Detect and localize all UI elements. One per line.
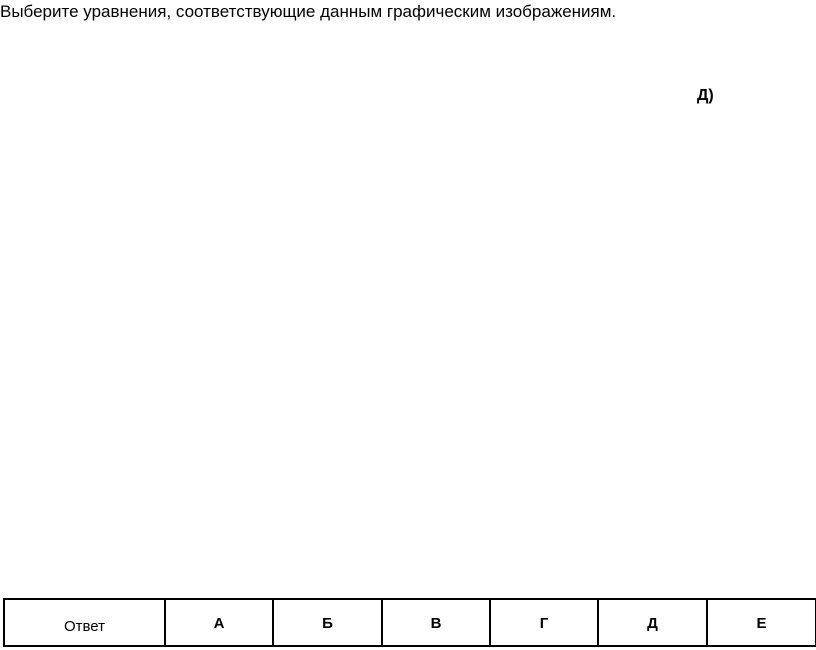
answer-table <box>3 598 816 647</box>
answer-header-cell: Ответ <box>4 599 165 646</box>
answer-cell-v[interactable]: В <box>382 599 490 646</box>
answer-cell-b[interactable]: Б <box>273 599 382 646</box>
answer-cell-d[interactable]: Д <box>598 599 707 646</box>
answer-table-row <box>4 599 816 646</box>
task-instruction: Выберите уравнения, соответствующие данным графическим изображениям. <box>0 2 617 21</box>
option-label-d: Д) <box>697 87 714 104</box>
answer-cell-g[interactable]: Г <box>490 599 598 646</box>
answer-cell-e[interactable]: Е <box>707 599 816 646</box>
answer-cell-a[interactable]: А <box>165 599 273 646</box>
